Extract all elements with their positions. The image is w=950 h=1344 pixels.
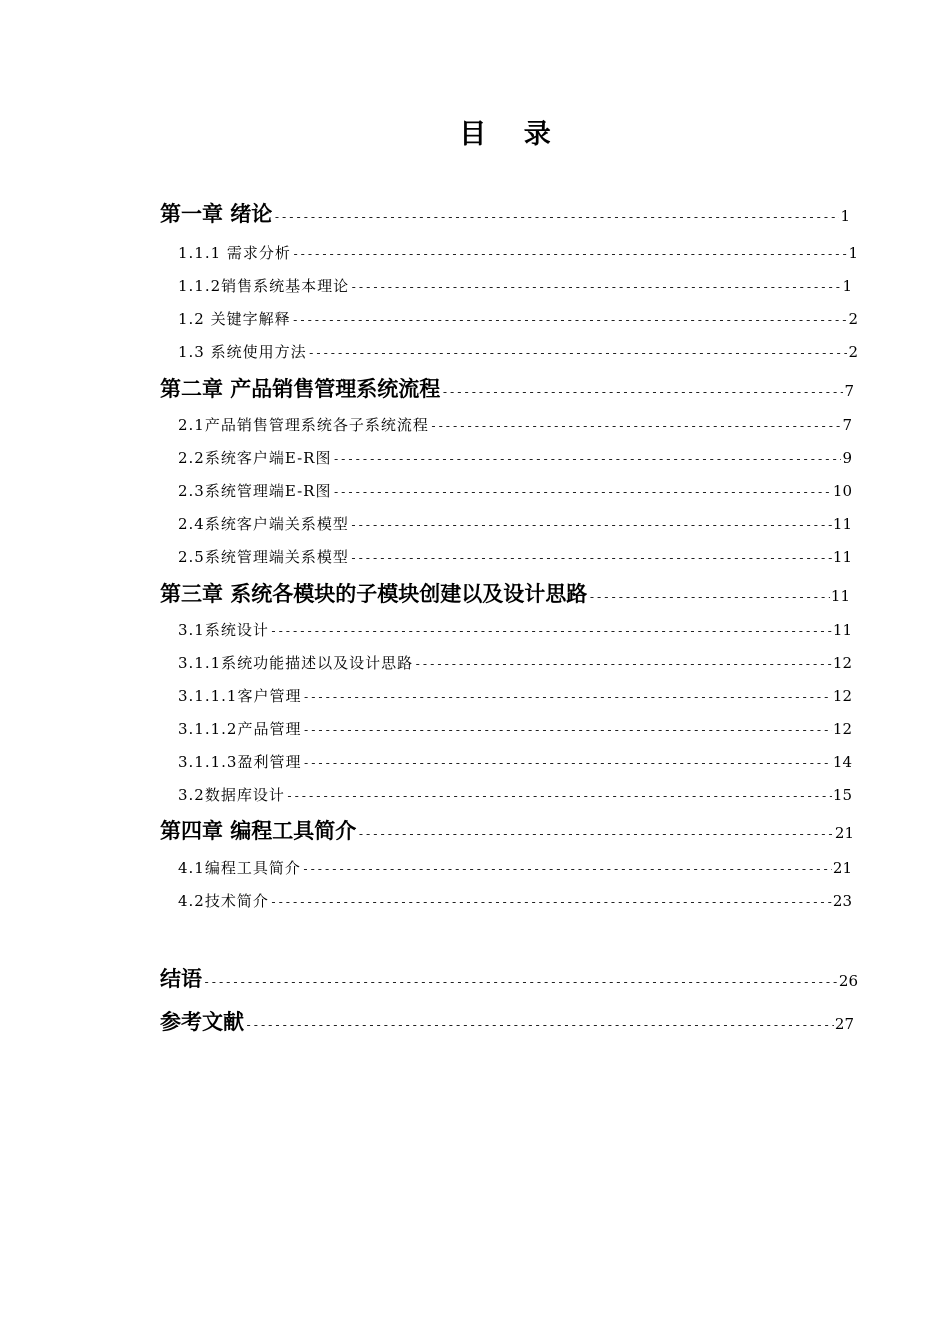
toc-entry-page: 12 [832,687,852,705]
toc-entry-label: 2.4系统客户端关系模型 [178,515,349,533]
toc-entry[interactable] [178,652,852,673]
dot-leader [350,280,841,294]
toc-entry[interactable] [178,341,858,362]
toc-entry[interactable] [160,373,854,403]
toc-entry[interactable] [178,308,858,329]
dot-leader [270,895,832,909]
toc-entry-label: 2.1产品销售管理系统各子系统流程 [178,416,429,434]
toc-entry-label: 3.1系统设计 [178,621,269,639]
toc-entry[interactable] [178,751,852,772]
toc-entry-label: 1.1.2销售系统基本理论 [178,277,350,295]
toc-entry-label: 2.5系统管理端关系模型 [178,548,349,566]
toc-entry[interactable] [160,963,858,993]
dot-leader [302,756,831,770]
dot-leader [350,551,832,565]
dot-leader [308,346,848,360]
dot-leader [292,313,848,327]
toc-entry-page: 15 [832,786,852,804]
toc-entry-page: 2 [848,343,858,361]
toc-entry-label: 3.1.1.2产品管理 [178,720,302,738]
toc-entry[interactable] [178,784,852,805]
toc-entry-page: 12 [832,720,852,738]
toc-entry-page: 11 [832,548,852,566]
toc-entry-label: 3.1.1.1客户管理 [178,687,302,705]
toc-entry[interactable] [160,198,850,228]
toc-entry-label: 2.3系统管理端E-R图 [178,482,332,500]
toc-entry[interactable] [160,1006,854,1036]
toc-entry-page: 21 [834,824,854,842]
toc-entry[interactable] [178,513,852,534]
toc-entry[interactable] [178,275,852,296]
toc-entry-label: 结语 [160,967,202,991]
dot-leader [332,452,841,466]
dot-leader [332,485,831,499]
toc-entry-label: 4.1编程工具简介 [178,859,301,877]
toc-entry[interactable] [178,414,852,435]
toc-entry[interactable] [178,447,852,468]
toc-entry-label: 3.1.1.3盈利管理 [178,753,302,771]
toc-entry-label: 第三章 系统各模块的子模块创建以及设计思路 [160,582,588,606]
toc-entry-page: 10 [832,482,852,500]
toc-entry-page: 27 [834,1015,854,1033]
toc-entry-label: 第二章 产品销售管理系统流程 [160,377,441,401]
toc-entry-page: 14 [832,753,852,771]
dot-leader [588,590,830,604]
toc-entry[interactable] [178,480,852,501]
toc-entry[interactable] [178,718,852,739]
toc-entry-page: 23 [832,892,852,910]
toc-entry-page: 1 [848,244,858,262]
toc-entry[interactable] [178,890,852,911]
toc-entry-label: 2.2系统客户端E-R图 [178,449,332,467]
dot-leader [441,385,843,399]
toc-entry-label: 4.2技术简介 [178,892,269,910]
dot-leader [203,975,838,989]
dot-leader [286,789,832,803]
toc-entry-label: 3.1.1系统功能描述以及设计思路 [178,654,414,672]
toc-entry-label: 1.3 系统使用方法 [178,343,307,361]
toc-entry[interactable] [160,815,854,845]
page-title: 目 录 [459,119,565,150]
dot-leader [302,690,831,704]
dot-leader [414,657,832,671]
toc-entry-label: 第四章 编程工具简介 [160,819,357,843]
dot-leader [273,210,839,224]
toc-entry[interactable] [178,685,852,706]
toc-entry[interactable] [178,619,852,640]
toc-entry[interactable] [178,242,858,263]
toc-entry-page: 12 [832,654,852,672]
toc-entry-label: 1.2 关键字解释 [178,310,291,328]
dot-leader [270,624,832,638]
dot-leader [245,1018,834,1032]
toc-entry-label: 第一章 绪论 [160,202,273,226]
toc-entry[interactable] [178,546,852,567]
toc-entry[interactable] [178,857,852,878]
dot-leader [357,827,834,841]
dot-leader [302,862,832,876]
dot-leader [350,518,832,532]
dot-leader [302,723,831,737]
toc-entry-page: 26 [838,972,858,990]
toc-entry-page: 11 [830,587,850,605]
toc-entry[interactable] [160,578,850,608]
toc-entry-page: 7 [842,416,852,434]
toc-entry-page: 1 [842,277,852,295]
toc-entry-page: 21 [832,859,852,877]
toc-entry-page: 7 [844,382,854,400]
toc-entry-label: 1.1.1 需求分析 [178,244,291,262]
toc-entry-page: 2 [848,310,858,328]
dot-leader [292,247,848,261]
toc-entry-page: 9 [842,449,852,467]
toc-entry-label: 3.2数据库设计 [178,786,285,804]
toc-entry-label: 参考文献 [160,1010,244,1034]
toc-entry-page: 1 [840,207,850,225]
dot-leader [430,419,842,433]
toc-entry-page: 11 [832,515,852,533]
toc-entry-page: 11 [832,621,852,639]
